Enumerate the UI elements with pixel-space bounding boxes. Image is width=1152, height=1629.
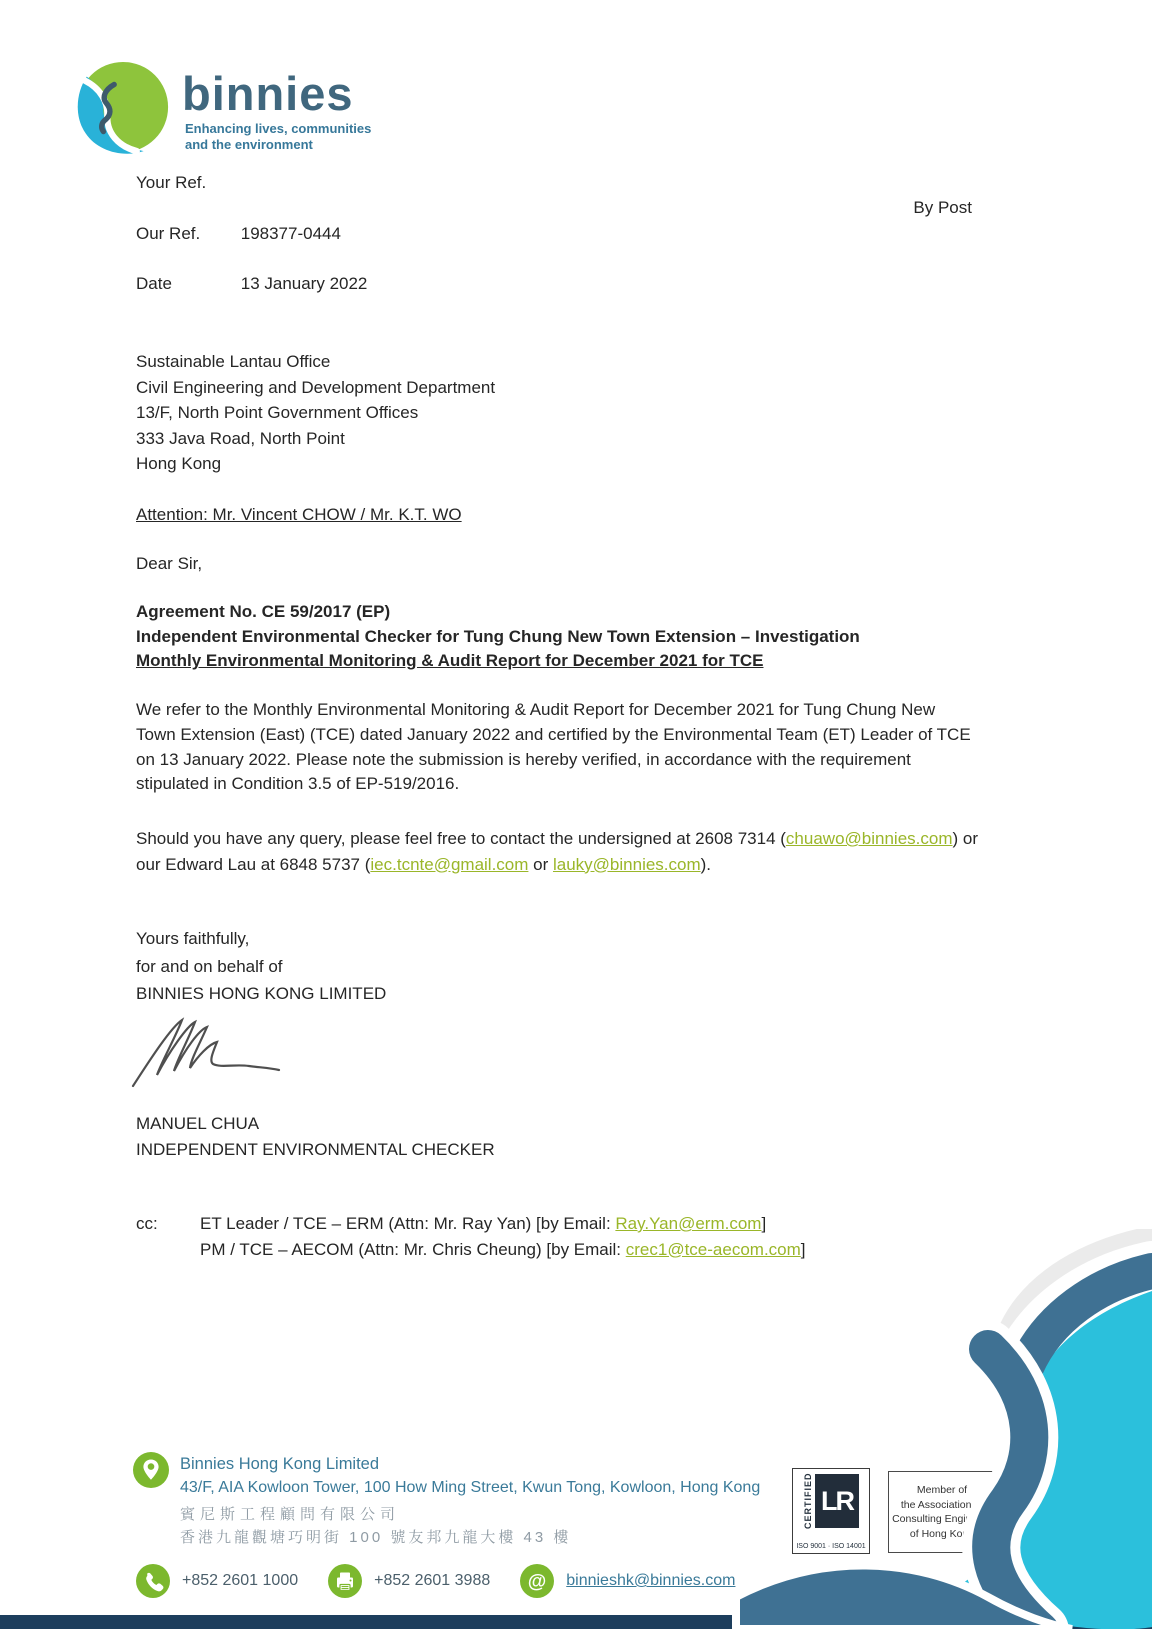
footer-contact-row [136, 1564, 735, 1598]
email-link-lauky[interactable]: lauky@binnies.com [552, 854, 701, 874]
email-link-chuawo[interactable]: chuawo@binnies.com [785, 829, 953, 848]
logo-text-column [182, 67, 372, 153]
email-link-binnieshk[interactable]: binnieshk@binnies.com [566, 1572, 736, 1589]
phone-number: +852 2601 1000 [182, 1572, 299, 1589]
brand-swoosh-decoration [720, 1229, 1152, 1629]
signatory-title: INDEPENDENT ENVIRONMENTAL CHECKER [136, 1140, 495, 1159]
ace-line: Member of [916, 1484, 968, 1496]
cc1-bracket: ] [761, 1214, 767, 1233]
lr-monogram: LR [815, 1474, 859, 1528]
attention-line: Attention: Mr. Vincent CHOW / Mr. K.T. WO [136, 505, 462, 524]
binnies-logo-mark-icon [74, 60, 172, 158]
email-link-ray-yan[interactable]: Ray.Yan@erm.com [615, 1214, 762, 1233]
closing-line-2: for and on behalf of [136, 956, 283, 976]
signatory-block [136, 1111, 495, 1163]
recipient-line: 13/F, North Point Government Offices [136, 403, 419, 422]
footer-company-name: Binnies Hong Kong Limited [180, 1455, 380, 1473]
recipient-line: Sustainable Lantau Office [136, 352, 331, 371]
your-ref-label: Your Ref. [136, 173, 207, 192]
binnies-logo [74, 60, 371, 158]
recipient-line: Civil Engineering and Development Department [136, 377, 496, 397]
signature-scribble [128, 1014, 293, 1094]
brand-tagline-line1: Enhancing lives, communities [185, 121, 372, 136]
email-link-iec-tcnte[interactable]: iec.tcnte@gmail.com [370, 854, 529, 874]
footer-address-zh: 香港九龍觀塘巧明街 100 號友邦九龍大樓 43 樓 [180, 1529, 572, 1546]
your-ref-row [136, 173, 236, 193]
location-pin-icon [133, 1452, 169, 1488]
signatory-name: MANUEL CHUA [136, 1114, 260, 1133]
closing-line-3: BINNIES HONG KONG LIMITED [136, 984, 387, 1003]
delivery-method: By Post [913, 198, 972, 217]
phone-contact [136, 1564, 298, 1598]
brand-wordmark: binnies [182, 67, 354, 120]
phone-icon [136, 1564, 170, 1598]
at-sign-icon [520, 1564, 554, 1598]
cc-label: cc: [136, 1214, 158, 1233]
cc2-bracket: ] [800, 1239, 806, 1259]
our-ref-label: Our Ref. [136, 224, 201, 243]
p2-text: or [528, 854, 553, 874]
cc-line-2 [200, 1237, 806, 1263]
subject-block [136, 600, 860, 674]
subject-line-2: Independent Environmental Checker for Tung Chung New Town Extension – Investigation [136, 626, 860, 646]
cc-block [200, 1211, 806, 1262]
subject-line-1: Agreement No. CE 59/2017 (EP) [136, 602, 391, 621]
ace-line: the Association of [900, 1498, 984, 1511]
cc1-text: ET Leader / TCE – ERM (Attn: Mr. Ray Yan) [by Email: [200, 1214, 616, 1233]
p2-text: Should you have any query, please feel free to contact the undersigned at 2608 7314 ( [136, 829, 786, 848]
our-ref-row [136, 224, 341, 244]
cc-line-1 [200, 1211, 806, 1237]
closing-block [136, 925, 386, 1008]
lr-iso-label: ISO 9001 · ISO 14001 [796, 1543, 866, 1550]
svg-text:@: @ [527, 1571, 547, 1593]
brand-tagline-line2: and the environment [185, 137, 313, 152]
email-contact [520, 1564, 735, 1598]
footer-company-zh: 賓尼斯工程顧問有限公司 [180, 1506, 401, 1523]
p2-text: ). [700, 854, 712, 874]
ace-line: Consulting Engineers [892, 1513, 992, 1525]
subject-line-3: Monthly Environmental Monitoring & Audit Report for December 2021 for TCE [136, 651, 764, 670]
fax-icon [328, 1564, 362, 1598]
date-row [136, 274, 367, 294]
date-label: Date [136, 274, 172, 293]
p2-text: ) or our Edward Lau at 6848 5737 ( [136, 829, 978, 874]
email-link-crec1[interactable]: crec1@tce-aecom.com [625, 1239, 801, 1259]
ace-line: of Hong Kong [909, 1527, 975, 1540]
body-paragraph-1: We refer to the Monthly Environmental Monitoring & Audit Report for December 2021 for Tung Chung New Town Extension (East) (TCE) dated January 2022 and certified by the Environmental Team (ET) Leader of TCE on 13 January 2022. Please note the submission is hereby verified, in accordance with the requirement stipulated in Condition 3.5 of EP-519/2016. [136, 700, 971, 794]
fax-contact [328, 1564, 490, 1598]
recipient-line: 333 Java Road, North Point [136, 428, 345, 448]
cc2-text: PM / TCE – AECOM (Attn: Mr. Chris Cheung) [by Email: [200, 1239, 626, 1259]
date-value: 13 January 2022 [240, 274, 368, 293]
our-ref-value: 198377-0444 [240, 224, 341, 243]
footer-address-en: 43/F, AIA Kowloon Tower, 100 How Ming Street, Kwun Tong, Kowloon, Hong Kong [180, 1479, 761, 1496]
salutation: Dear Sir, [136, 554, 203, 573]
closing-line-1: Yours faithfully, [136, 929, 250, 948]
body-paragraph-2 [136, 826, 978, 877]
recipient-address [136, 349, 495, 477]
brand-tagline [185, 121, 371, 153]
lr-certified-label: CERTIFIED [803, 1472, 813, 1529]
fax-number: +852 2601 3988 [374, 1572, 491, 1589]
recipient-line: Hong Kong [136, 454, 222, 473]
